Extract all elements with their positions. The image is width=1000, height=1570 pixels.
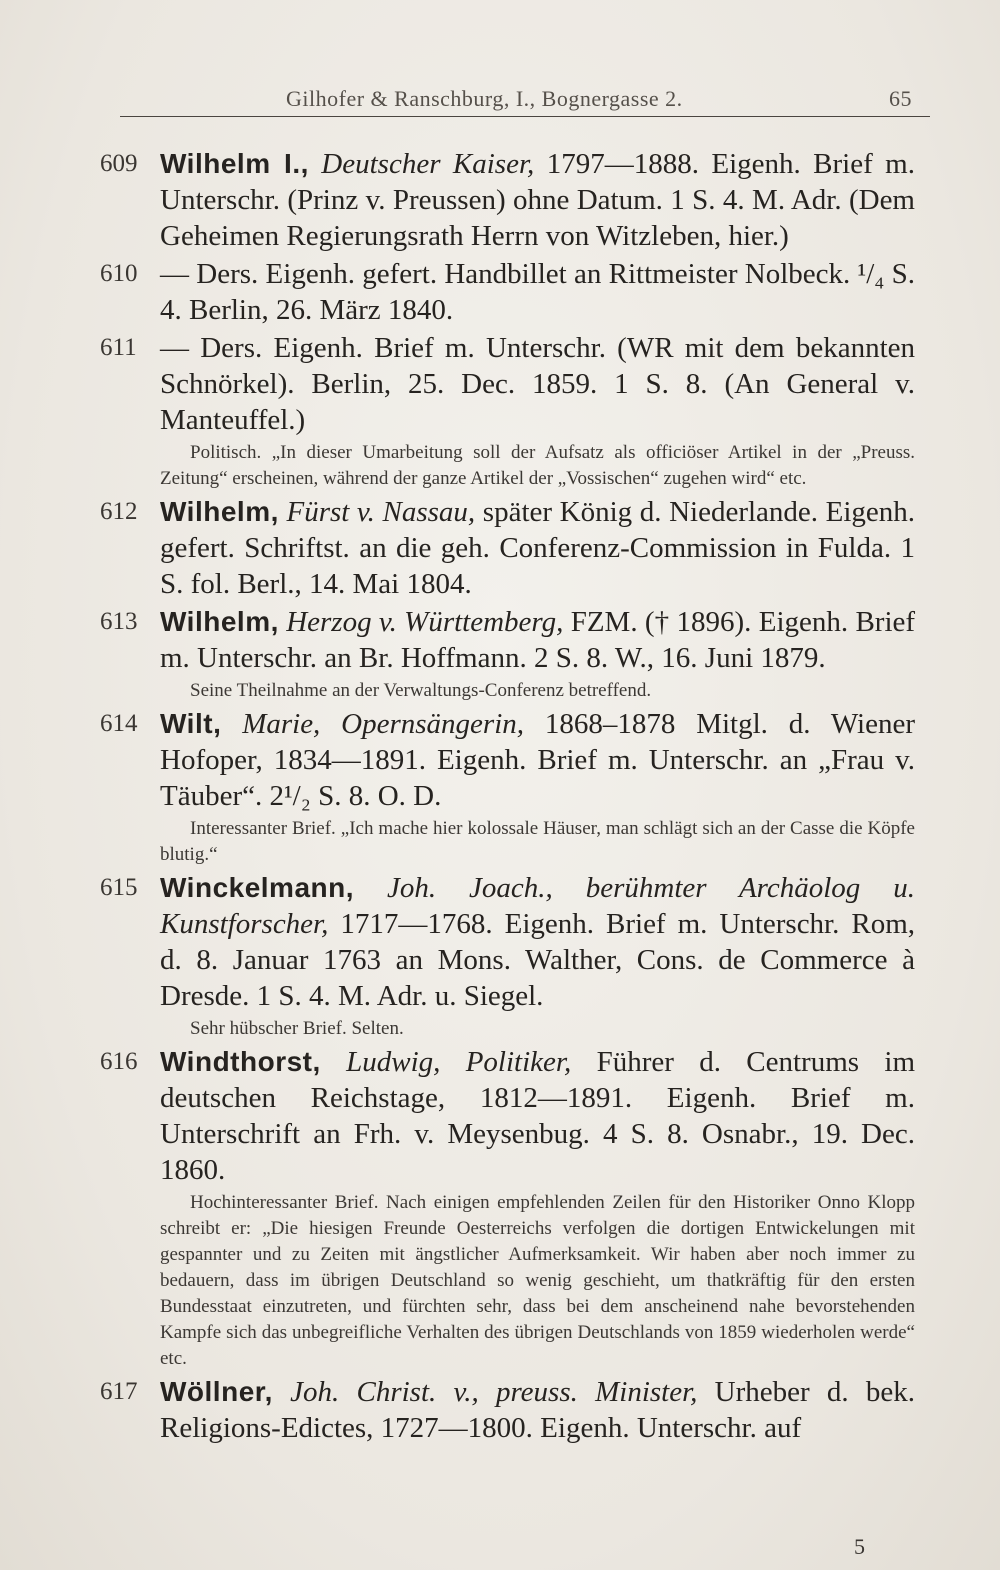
entry-number: 614 (100, 710, 138, 737)
entry-number: 609 (100, 150, 138, 177)
entry-text: Urheber d. bek. Religions-Edictes, 1727—1800. Eigenh. Unterschr. auf (160, 1376, 915, 1444)
entry-body (160, 706, 915, 814)
entry-text: Eigenh. gefert. Handbillet an Rittmeister Nolbeck. ¹/₄ S. 4. Berlin, 26. März 1840. (160, 258, 916, 326)
catalog-entry (100, 1374, 915, 1446)
entry-number: 616 (100, 1048, 138, 1075)
catalog-entry (100, 256, 915, 328)
entry-body (160, 1374, 915, 1446)
entry-text: 1717—1768. Eigenh. Brief m. Unterschr. Rom, d. 8. Januar 1763 an Mons. Walther, Cons. de Commerce à Dresde. 1 S. 4. M. Adr. u. Siegel. (160, 908, 916, 1012)
entry-body (160, 330, 915, 438)
entry-body (160, 870, 915, 1014)
entry-name: Wilhelm, (160, 606, 279, 637)
entry-title: Herzog v. Württemberg, (286, 606, 564, 638)
entry-body (160, 494, 915, 602)
entry-name: Wöllner, (160, 1376, 273, 1407)
entry-body (160, 1044, 915, 1188)
entry-title: Fürst v. Nassau, (286, 496, 476, 528)
entries-list (100, 146, 915, 1448)
entry-title: Ludwig, Politiker, (346, 1046, 572, 1078)
entry-name: Winckelmann, (160, 872, 355, 903)
catalog-entry (100, 706, 915, 868)
entry-name: Wilt, (160, 708, 222, 739)
entry-body (160, 256, 915, 328)
header-title: Gilhofer & Ranschburg, I., Bognergasse 2. (286, 86, 683, 111)
entry-name: — Ders. (160, 332, 263, 364)
entry-number: 617 (100, 1378, 138, 1405)
page-number: 65 (889, 86, 912, 111)
entry-number: 610 (100, 260, 138, 287)
entry-title: Marie, Opernsängerin, (242, 708, 525, 740)
entry-text: FZM. († 1896). Eigenh. Brief m. Unterschr. an Br. Hoffmann. 2 S. 8. W., 16. Juni 1879. (160, 606, 916, 674)
catalog-entry (100, 1044, 915, 1372)
entry-note: Hochinteressanter Brief. Nach einigen empfehlenden Zeilen für den Historiker Onno Klopp schreibt er: „Die hiesigen Freunde Oesterreichs verfolgen die dortigen Entwickelungen mit gespannter und zu Zeiten mit ängstlicher Aufmerksamkeit. Wir haben aber noch immer zu bedauern, dass im übrigen Deutschland so wenig geschieht, um thatkräftig für den ersten Bundesstaat einzutreten, und fürchten sehr, dass bei dem anscheinend nahe bevorstehenden Kampfe sich das unbegreifliche Verhalten des übrigen Deutschlands von 1859 wiederholen werde“ etc. (160, 1192, 915, 1369)
entry-name: Wilhelm I., (160, 148, 309, 179)
entry-title: Joh. Joach., berühmter Archäolog u. Kunstforscher, (160, 872, 916, 940)
catalog-entry (100, 604, 915, 704)
entry-text: Führer d. Centrums im deutschen Reichstage, 1812—1891. Eigenh. Brief m. Unterschrift an Frh. v. Meysenbug. 4 S. 8. Osnabr., 19. Dec. 1860. (160, 1046, 915, 1186)
entry-body (160, 604, 915, 676)
entry-number: 613 (100, 608, 138, 635)
entry-note: Seine Theilnahme an der Verwaltungs-Conferenz betreffend. (190, 680, 652, 701)
entry-text: 1797—1888. Eigenh. Brief m. Unterschr. (Prinz v. Preussen) ohne Datum. 1 S. 4. M. Adr. (Dem Geheimen Regierungsrath Herrn von Witzleben, hier.) (160, 148, 915, 252)
entry-text: 1868–1878 Mitgl. d. Wiener Hofoper, 1834—1891. Eigenh. Brief m. Unterschr. an „Frau v. Täuber“. 2¹/₂ S. 8. O. D. (160, 708, 915, 812)
entry-name: — Ders. (160, 258, 259, 290)
entry-text: Eigenh. Brief m. Unterschr. (WR mit dem bekannten Schnörkel). Berlin, 25. Dec. 1859. 1 S. 8. (An General v. Manteuffel.) (160, 332, 915, 436)
catalog-entry (100, 870, 915, 1042)
running-header (120, 86, 930, 117)
entry-note: Politisch. „In dieser Umarbeitung soll der Aufsatz als officiöser Artikel in der „Preuss. Zeitung“ erscheinen, während der ganze Artikel der „Vossischen“ zugehen wird“ etc. (160, 442, 915, 489)
entry-text: später König d. Niederlande. Eigenh. gefert. Schriftst. an die geh. Conferenz-Commission in Fulda. 1 S. fol. Berl., 14. Mai 1804. (160, 496, 916, 600)
catalog-entry (100, 330, 915, 492)
entry-name: Windthorst, (160, 1046, 321, 1077)
entry-title: Joh. Christ. v., preuss. Minister, (290, 1376, 698, 1408)
entry-number: 615 (100, 874, 138, 901)
catalog-entry (100, 494, 915, 602)
entry-number: 612 (100, 498, 138, 525)
entry-note: Sehr hübscher Brief. Selten. (190, 1018, 404, 1039)
entry-number: 611 (100, 334, 137, 361)
entry-name: Wilhelm, (160, 496, 279, 527)
entry-body (160, 146, 915, 254)
entry-note: Interessanter Brief. „Ich mache hier kolossale Häuser, man schlägt sich an der Casse die Köpfe blutig.“ (160, 818, 915, 865)
signature-mark: 5 (854, 1534, 865, 1559)
entry-title: Deutscher Kaiser, (321, 148, 535, 180)
catalog-entry (100, 146, 915, 254)
